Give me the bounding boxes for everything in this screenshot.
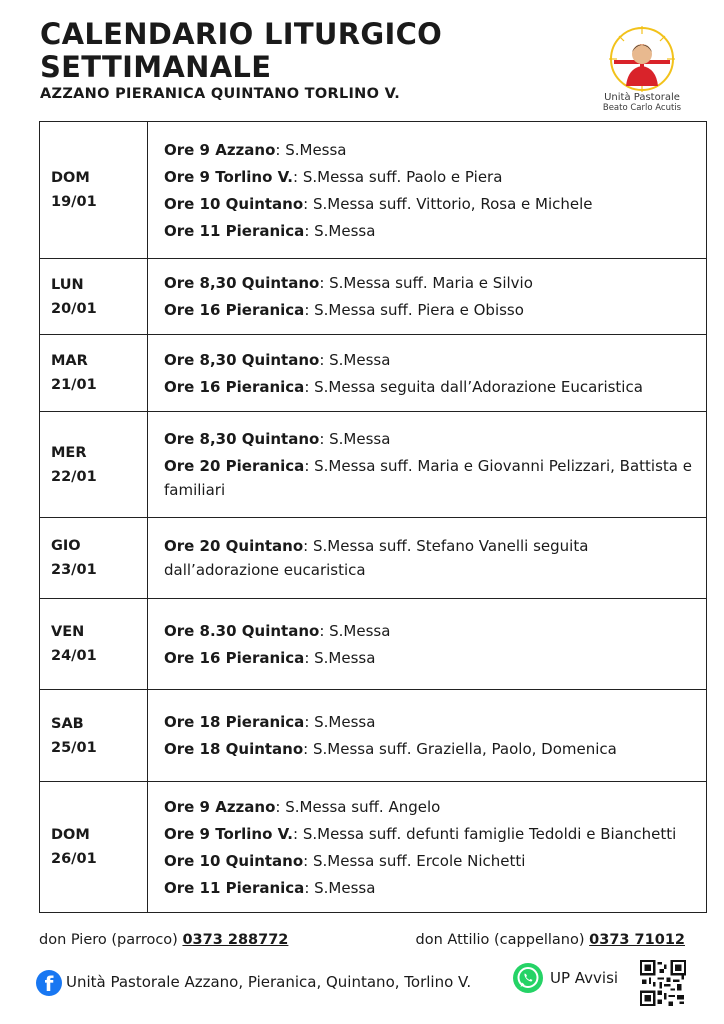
day-date: 23/01 — [51, 562, 97, 578]
mass-event — [164, 876, 694, 900]
event-time-place: Ore 10 Quintano — [164, 194, 304, 213]
calendar-row — [40, 335, 707, 412]
calendar-row — [40, 412, 707, 518]
event-time-place: Ore 8.30 Quintano — [164, 621, 320, 640]
event-description: : S.Messa suff. Stefano Vanelli seguita dall’adorazione eucaristica — [164, 537, 589, 579]
mass-event — [164, 849, 694, 873]
mass-event — [164, 298, 694, 322]
events-cell — [148, 412, 707, 518]
event-description: : S.Messa suff. Maria e Giovanni Pelizzari, Battista e familiari — [164, 457, 692, 499]
logo-text-line-1: Unità Pastorale — [604, 92, 680, 103]
logo-emblem-icon — [592, 24, 692, 94]
mass-event — [164, 710, 694, 734]
day-cell — [40, 412, 148, 518]
day-date: 22/01 — [51, 468, 97, 485]
day-cell — [40, 518, 148, 599]
event-description: : S.Messa suff. Paolo e Piera — [293, 167, 503, 186]
mass-event — [164, 348, 694, 372]
event-description: : S.Messa suff. Vittorio, Rosa e Michele — [303, 194, 593, 213]
event-time-place: Ore 9 Azzano — [164, 797, 276, 816]
events-cell — [148, 122, 707, 259]
day-cell — [40, 259, 148, 335]
calendar-row — [40, 259, 707, 335]
contact-parroco-phone[interactable]: 0373 288772 — [182, 932, 289, 948]
social-line — [36, 968, 686, 1004]
contact-cappellano — [416, 932, 685, 948]
calendar-row — [40, 122, 707, 259]
title-line-1: CALENDARIO LITURGICO — [40, 17, 443, 51]
mass-event — [164, 454, 694, 502]
event-description: : S.Messa — [319, 430, 391, 448]
event-description: : S.Messa suff. Ercole Nichetti — [303, 851, 526, 870]
event-time-place: Ore 9 Azzano — [164, 140, 276, 159]
contact-parroco-label: don Piero (parroco) — [39, 932, 183, 948]
whatsapp-icon — [512, 962, 544, 994]
mass-event — [164, 795, 694, 819]
event-time-place: Ore 11 Pieranica — [164, 878, 305, 897]
day-name: MAR — [51, 353, 88, 369]
event-time-place: Ore 16 Pieranica — [164, 648, 305, 667]
day-name: DOM — [51, 827, 90, 843]
parishes-subtitle: AZZANO PIERANICA QUINTANO TORLINO V. — [40, 86, 401, 102]
day-cell — [40, 335, 148, 412]
mass-event — [164, 619, 694, 643]
mass-event — [164, 737, 694, 761]
whatsapp-channel-name[interactable]: UP Avvisi — [550, 969, 619, 987]
day-name: MER — [51, 444, 87, 461]
day-cell — [40, 122, 148, 259]
event-time-place: Ore 18 Pieranica — [164, 713, 305, 731]
event-description: : S.Messa — [275, 140, 347, 159]
day-name: SAB — [51, 715, 84, 732]
event-description: : S.Messa suff. Graziella, Paolo, Domenica — [303, 740, 617, 758]
facebook-page-name[interactable]: Unità Pastorale Azzano, Pieranica, Quintano, Torlino V. — [66, 973, 472, 991]
qr-code-icon[interactable] — [640, 960, 686, 1006]
event-description: : S.Messa — [304, 713, 376, 731]
event-description: : S.Messa seguita dall’Adorazione Eucaristica — [304, 377, 643, 396]
events-cell — [148, 518, 707, 599]
events-cell — [148, 335, 707, 412]
mass-event — [164, 271, 694, 295]
mass-event — [164, 427, 694, 451]
event-time-place: Ore 10 Quintano — [164, 851, 304, 870]
event-time-place: Ore 9 Torlino V. — [164, 824, 294, 843]
event-description: : S.Messa suff. defunti famiglie Tedoldi e Bianchetti — [293, 824, 677, 843]
day-name: VEN — [51, 624, 85, 640]
events-cell — [148, 690, 707, 782]
event-description: : S.Messa — [304, 878, 376, 897]
day-date: 26/01 — [51, 851, 97, 867]
mass-event — [164, 165, 694, 189]
event-time-place: Ore 20 Quintano — [164, 537, 304, 555]
calendar-row — [40, 690, 707, 782]
day-cell — [40, 599, 148, 690]
mass-event — [164, 534, 694, 582]
day-cell — [40, 782, 148, 913]
contacts-line — [39, 932, 685, 954]
event-time-place: Ore 11 Pieranica — [164, 221, 305, 240]
day-name: GIO — [51, 538, 81, 554]
event-description: : S.Messa — [304, 648, 376, 667]
event-description: : S.Messa suff. Maria e Silvio — [319, 274, 533, 292]
mass-event — [164, 822, 694, 846]
weekly-calendar-table — [39, 121, 707, 913]
day-name: LUN — [51, 276, 84, 293]
contact-parroco — [39, 932, 288, 948]
event-time-place: Ore 16 Pieranica — [164, 377, 305, 396]
calendar-row — [40, 518, 707, 599]
event-description: : S.Messa — [319, 621, 391, 640]
event-description: : S.Messa — [319, 350, 391, 369]
event-time-place: Ore 9 Torlino V. — [164, 167, 294, 186]
events-cell — [148, 599, 707, 690]
unita-pastorale-logo — [592, 24, 692, 114]
logo-text-line-2: Beato Carlo Acutis — [602, 103, 682, 113]
mass-event — [164, 646, 694, 670]
event-time-place: Ore 8,30 Quintano — [164, 350, 320, 369]
facebook-icon: f — [36, 970, 62, 996]
event-time-place: Ore 8,30 Quintano — [164, 430, 320, 448]
page-title — [40, 18, 442, 84]
events-cell — [148, 259, 707, 335]
event-time-place: Ore 8,30 Quintano — [164, 274, 320, 292]
mass-event — [164, 138, 694, 162]
event-time-place: Ore 20 Pieranica — [164, 457, 305, 475]
day-date: 25/01 — [51, 739, 97, 756]
day-date: 20/01 — [51, 300, 97, 317]
day-date: 21/01 — [51, 377, 97, 393]
contact-cappellano-label: don Attilio (cappellano) — [415, 932, 590, 948]
day-date: 24/01 — [51, 648, 97, 664]
day-name: DOM — [51, 170, 90, 186]
calendar-row — [40, 782, 707, 913]
contact-cappellano-phone[interactable]: 0373 71012 — [589, 932, 685, 948]
title-line-2: SETTIMANALE — [40, 50, 272, 84]
mass-event — [164, 219, 694, 243]
events-cell — [148, 782, 707, 913]
mass-event — [164, 192, 694, 216]
event-description: : S.Messa suff. Piera e Obisso — [304, 301, 524, 319]
event-description: : S.Messa suff. Angelo — [275, 797, 441, 816]
event-time-place: Ore 18 Quintano — [164, 740, 304, 758]
mass-event — [164, 375, 694, 399]
day-cell — [40, 690, 148, 782]
event-description: : S.Messa — [304, 221, 376, 240]
day-date: 19/01 — [51, 194, 97, 210]
event-time-place: Ore 16 Pieranica — [164, 301, 305, 319]
calendar-row — [40, 599, 707, 690]
